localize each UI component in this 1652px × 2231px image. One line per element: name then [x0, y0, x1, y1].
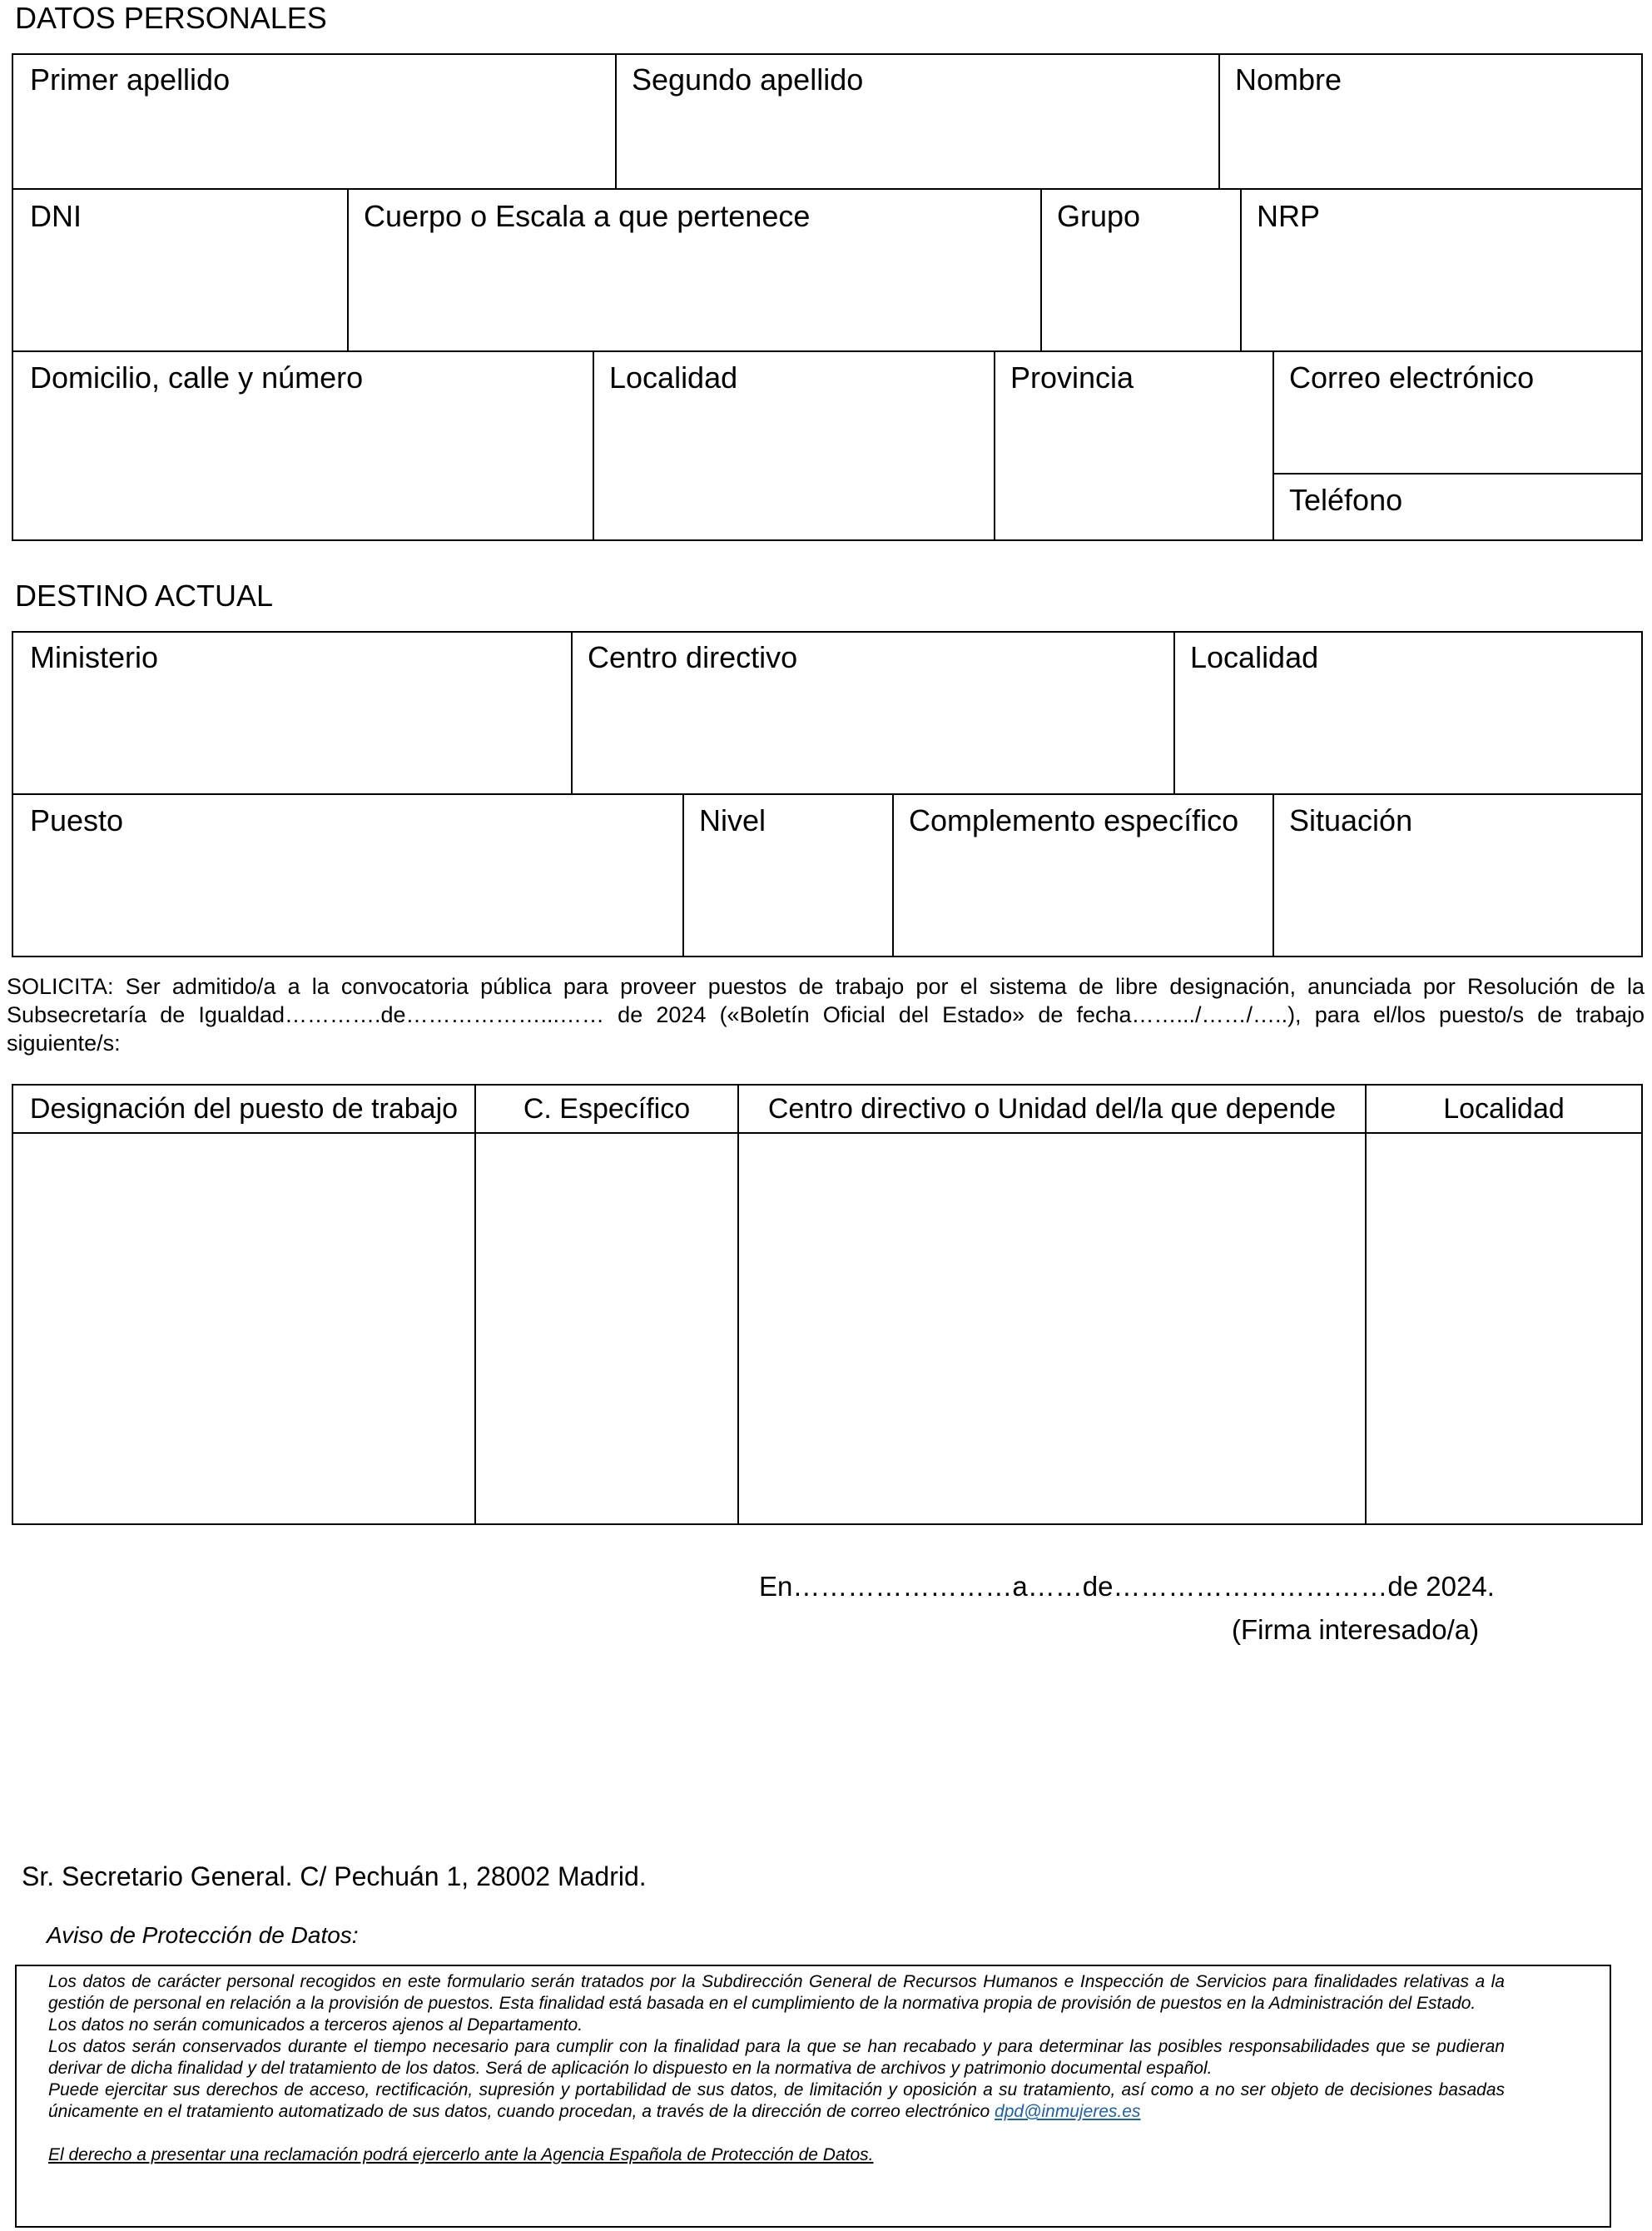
table-header: Localidad	[1443, 1093, 1565, 1125]
aviso-paragraph: Los datos serán conservados durante el tiempo necesario para cumplir con la finalidad para la que se han recabado y para determinar las posibles responsabilidades que se pudieran derivar de dicha finalidad y del tratamiento de los datos. Será de aplicación lo dispuesto en la normativa de archivos y patrimonio documental español.	[48, 2037, 1505, 2078]
datos-personales-box	[12, 53, 1643, 541]
field-label-nrp: NRP	[1257, 199, 1321, 233]
field-label-correo: Correo electrónico	[1289, 360, 1535, 395]
col-divider	[737, 1086, 739, 1523]
row-divider	[13, 350, 1641, 352]
field-label-nivel: Nivel	[699, 803, 766, 837]
field-label-ministerio: Ministerio	[30, 640, 159, 674]
col-divider	[347, 188, 349, 350]
puestos-table	[12, 1084, 1643, 1525]
solicita-paragraph: SOLICITA: Ser admitido/a a la convocatoria pública para proveer puestos de trabajo por el sistema de libre designación, anunciada por Resolución de la Subsecretaría de Igualdad………….de………………...…… de 2024 («Boletín Oficial del Estado» de fecha…….../……/…..), para el/los puesto/s de trabajo siguiente/s:	[7, 974, 1645, 1056]
aviso-paragraph: Los datos no serán comunicados a terceros ajenos al Departamento.	[48, 2015, 583, 2035]
section-title-destino-actual: DESTINO ACTUAL	[15, 579, 274, 613]
field-label-centro-directivo: Centro directivo	[588, 640, 798, 674]
field-label-telefono: Teléfono	[1289, 483, 1403, 517]
col-divider	[1365, 1086, 1367, 1523]
aviso-text	[48, 1971, 1505, 2166]
field-label-domicilio: Domicilio, calle y número	[30, 360, 364, 395]
aviso-derechos-text: Puede ejercitar sus derechos de acceso, rectificación, supresión y portabilidad de sus datos, de limitación y oposición a su tratamiento, así como a no ser objeto de decisiones basadas únicamente en el tratamiento automatizado de sus datos, cuando procedan, a través de la dirección de correo electrónico	[48, 2080, 1505, 2121]
col-divider	[474, 1086, 476, 1523]
col-divider	[682, 793, 684, 956]
row-divider	[1273, 473, 1641, 475]
col-divider	[1173, 633, 1175, 793]
aviso-title: Aviso de Protección de Datos:	[47, 1922, 359, 1948]
table-header: C. Específico	[523, 1093, 691, 1125]
header-divider	[13, 1132, 1641, 1134]
col-divider	[1240, 188, 1242, 350]
row-divider	[13, 188, 1641, 190]
field-label-cuerpo: Cuerpo o Escala a que pertenece	[364, 199, 811, 233]
aviso-box	[15, 1965, 1611, 2228]
field-label-localidad: Localidad	[609, 360, 738, 395]
field-label-nombre: Nombre	[1235, 62, 1342, 97]
field-label-situacion: Situación	[1289, 803, 1413, 837]
col-divider	[1040, 188, 1042, 350]
field-label-complemento: Complemento específico	[909, 803, 1239, 837]
field-label-segundo-apellido: Segundo apellido	[632, 62, 864, 97]
row-divider	[13, 793, 1641, 795]
col-divider	[892, 793, 894, 956]
email-link[interactable]: dpd@inmujeres.es	[995, 2102, 1141, 2121]
table-header: Designación del puesto de trabajo	[29, 1093, 459, 1125]
field-label-dni: DNI	[30, 199, 82, 233]
field-label-puesto: Puesto	[30, 803, 124, 837]
destino-actual-box	[12, 631, 1643, 957]
field-label-provincia: Provincia	[1010, 360, 1134, 395]
col-divider	[615, 55, 617, 188]
col-divider	[593, 350, 594, 539]
firma-label: (Firma interesado/a)	[1232, 1614, 1480, 1645]
destinatario: Sr. Secretario General. C/ Pechuán 1, 28002 Madrid.	[22, 1861, 647, 1891]
field-label-localidad-destino: Localidad	[1190, 640, 1319, 674]
col-divider	[994, 350, 995, 539]
field-label-primer-apellido: Primer apellido	[30, 62, 231, 97]
field-label-grupo: Grupo	[1057, 199, 1141, 233]
lugar-fecha-line: En……………………a……de…………………………de 2024.	[759, 1571, 1495, 1602]
aviso-paragraph	[48, 2079, 1505, 2123]
col-divider	[1272, 793, 1274, 956]
table-header: Centro directivo o Unidad del/la que depende	[767, 1093, 1337, 1125]
col-divider	[1272, 350, 1274, 539]
aviso-reclamacion: El derecho a presentar una reclamación podrá ejercerlo ante la Agencia Española de Protección de Datos.	[48, 2145, 874, 2164]
col-divider	[1218, 55, 1220, 188]
section-title-datos-personales: DATOS PERSONALES	[15, 1, 327, 35]
col-divider	[571, 633, 573, 793]
aviso-paragraph: Los datos de carácter personal recogidos en este formulario serán tratados por la Subdirección General de Recursos Humanos e Inspección de Servicios para finalidades relativas a la gestión de personal en relación a la provisión de puestos. Esta finalidad está basada en el cumplimiento de la normativa propia de provisión de puestos en la Administración del Estado.	[48, 1972, 1505, 2013]
